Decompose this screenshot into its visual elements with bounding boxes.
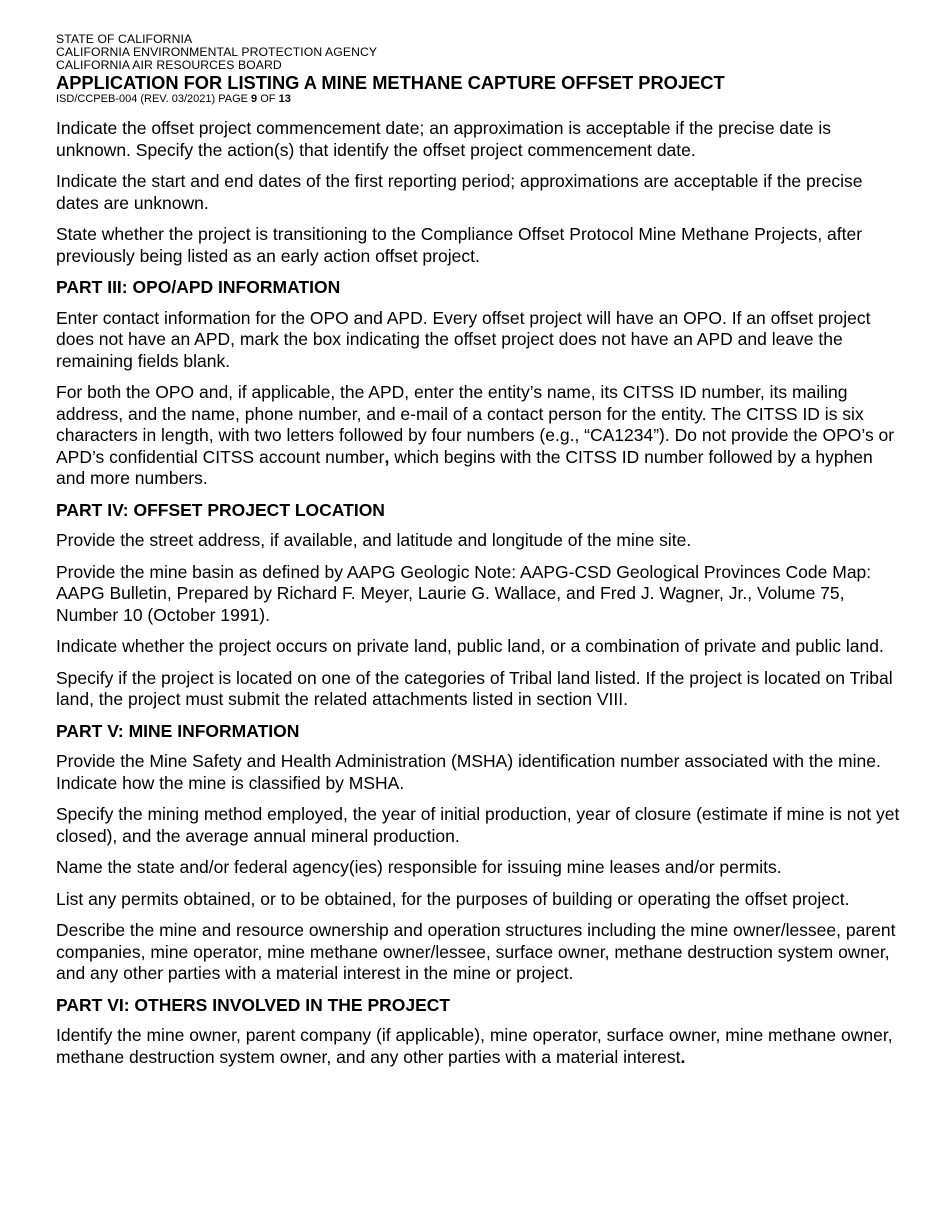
paragraph-others-involved bbox=[56, 1025, 900, 1068]
header-state: STATE OF CALIFORNIA bbox=[56, 32, 193, 46]
paragraph-land-type: Indicate whether the project occurs on private land, public land, or a combination of private and public land. bbox=[56, 636, 884, 656]
paragraph-citss-id bbox=[56, 382, 900, 490]
citss-text-part2: which begins with the CITSS ID number followed by a hyphen and more numbers. bbox=[56, 446, 873, 488]
form-header bbox=[56, 33, 900, 105]
paragraph-mining-method: Specify the mining method employed, the year of initial production, year of closure (estimate if mine is not yet closed), and the average annual mineral production. bbox=[56, 804, 900, 846]
citss-text-part1: For both the OPO and, if applicable, the APD, enter the entity’s name, its CITSS ID number, its mailing address, and the name, phone number, and e-mail of a contact person for the entity. The CITSS ID is six characters in length, with two letters followed by four numbers (e.g., “CA1234”). Do not provide the OPO’s or APD’s confidential CITSS account number bbox=[56, 382, 895, 467]
part-iv-heading: PART IV: OFFSET PROJECT LOCATION bbox=[56, 499, 385, 520]
form-revision bbox=[56, 93, 900, 105]
form-rev-label: ISD/CCPEB-004 (REV. 03/2021) PAGE bbox=[56, 93, 248, 105]
part-v-heading: PART V: MINE INFORMATION bbox=[56, 720, 300, 741]
paragraph-ownership: Describe the mine and resource ownership and operation structures including the mine owner/lessee, parent companies, mine operator, mine methane owner/lessee, surface owner, methane destruction system owner, and any other parties with a material interest in the mine or project. bbox=[56, 920, 896, 983]
paragraph-tribal-land: Specify if the project is located on one of the categories of Tribal land listed. If the project is located on Tribal land, the project must submit the related attachments listed in section VIII. bbox=[56, 667, 893, 709]
paragraph-contact-info: Enter contact information for the OPO and APD. Every offset project will have an OPO. If an offset project does not have an APD, mark the box indicating the offset project does not have an APD and leave the remaining fields blank. bbox=[56, 307, 871, 371]
others-text: Identify the mine owner, parent company (if applicable), mine operator, surface owner, mine methane owner, methane destruction system owner, and any other parties with a material interest bbox=[56, 1025, 893, 1067]
part-iii-heading: PART III: OPO/APD INFORMATION bbox=[56, 277, 341, 297]
paragraph-reporting-period: Indicate the start and end dates of the first reporting period; approximations are acceptable if the precise dates are unknown. bbox=[56, 171, 863, 213]
header-board: CALIFORNIA AIR RESOURCES BOARD bbox=[56, 58, 282, 72]
part-vi-heading: PART VI: OTHERS INVOLVED IN THE PROJECT bbox=[56, 994, 451, 1015]
paragraph-msha-id: Provide the Mine Safety and Health Administration (MSHA) identification number associated with the mine. Indicate how the mine is classified by MSHA. bbox=[56, 751, 881, 793]
paragraph-commencement-date: Indicate the offset project commencement date; an approximation is acceptable if the precise date is unknown. Specify the action(s) that identify the offset project commencement date. bbox=[56, 118, 831, 160]
paragraph-agencies: Name the state and/or federal agency(ies) responsible for issuing mine leases and/or permits. bbox=[56, 857, 782, 877]
of-label: OF bbox=[260, 93, 276, 105]
others-bold-period: . bbox=[680, 1046, 686, 1067]
page-number: 9 bbox=[251, 93, 258, 105]
paragraph-transitioning: State whether the project is transitioning to the Compliance Offset Protocol Mine Methane Projects, after previously being listed as an early action offset project. bbox=[56, 224, 863, 266]
page-total: 13 bbox=[278, 93, 291, 105]
paragraph-street-address: Provide the street address, if available, and latitude and longitude of the mine site. bbox=[56, 530, 692, 550]
document-page bbox=[56, 33, 900, 1078]
instructions-body bbox=[56, 118, 900, 1068]
paragraph-permits: List any permits obtained, or to be obtained, for the purposes of building or operating the offset project. bbox=[56, 888, 850, 909]
paragraph-mine-basin: Provide the mine basin as defined by AAPG Geologic Note: AAPG-CSD Geological Provinces Code Map: AAPG Bulletin, Prepared by Richard F. Meyer, Laurie G. Wallace, and Fred J. Wagner, Jr., Volume 75, Number 10 (October 1991). bbox=[56, 561, 872, 625]
header-agency: CALIFORNIA ENVIRONMENTAL PROTECTION AGENCY bbox=[56, 45, 378, 59]
citss-bold-comma: , bbox=[384, 446, 390, 467]
form-title: APPLICATION FOR LISTING A MINE METHANE CAPTURE OFFSET PROJECT bbox=[56, 72, 725, 93]
